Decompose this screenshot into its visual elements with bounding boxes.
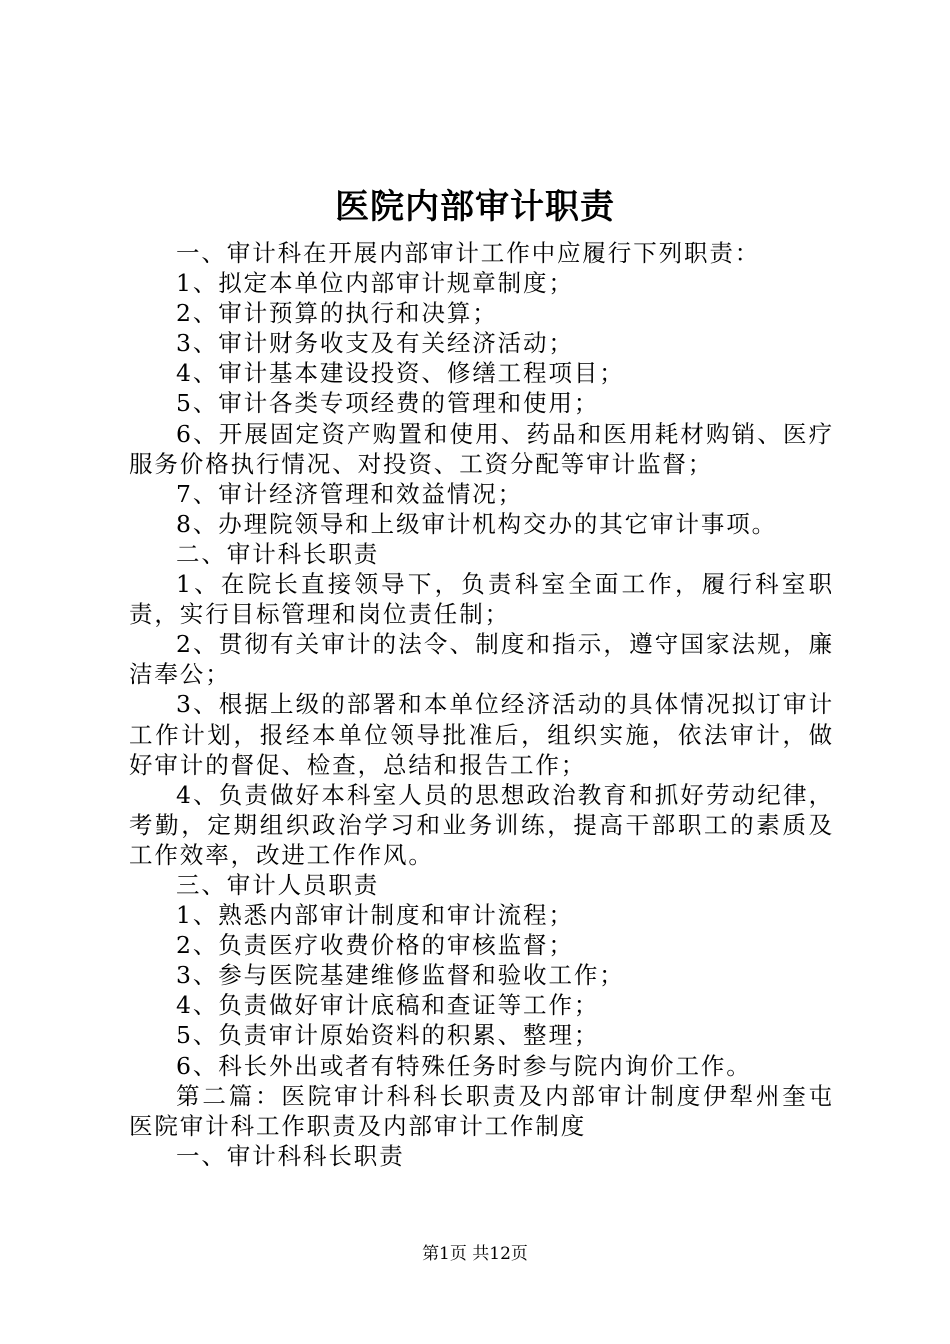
paragraph: 1、在院长直接领导下，负责科室全面工作，履行科室职责，实行目标管理和岗位责任制； bbox=[129, 570, 834, 629]
paragraph: 6、科长外出或者有特殊任务时参与院内询价工作。 bbox=[176, 1051, 752, 1080]
paragraph: 5、审计各类专项经费的管理和使用； bbox=[176, 389, 600, 418]
paragraph: 4、负责做好本科室人员的思想政治教育和抓好劳动纪律，考勤，定期组织政治学习和业务训练，提高干部职工的素质及工作效率，改进工作作风。 bbox=[129, 780, 834, 869]
section-heading: 一、审计科科长职责 bbox=[176, 1141, 405, 1170]
section-heading: 三、审计人员职责 bbox=[176, 870, 380, 899]
page-number-footer: 第1页 共12页 bbox=[422, 1244, 528, 1264]
paragraph: 2、负责医疗收费价格的审核监督； bbox=[176, 931, 574, 960]
section-heading: 二、审计科长职责 bbox=[176, 539, 380, 568]
document-title: 医院内部审计职责 bbox=[335, 187, 615, 227]
paragraph: 4、审计基本建设投资、修缮工程项目； bbox=[176, 359, 625, 388]
paragraph: 一、审计科在开展内部审计工作中应履行下列职责： bbox=[176, 239, 761, 267]
paragraph: 1、拟定本单位内部审计规章制度； bbox=[176, 269, 574, 298]
paragraph: 4、负责做好审计底稿和查证等工作； bbox=[176, 991, 600, 1020]
paragraph: 1、熟悉内部审计制度和审计流程； bbox=[176, 901, 574, 930]
paragraph: 2、审计预算的执行和决算； bbox=[176, 299, 498, 328]
paragraph: 7、审计经济管理和效益情况； bbox=[176, 479, 524, 508]
paragraph: 6、开展固定资产购置和使用、药品和医用耗材购销、医疗服务价格执行情况、对投资、工资分配等审计监督； bbox=[129, 419, 834, 478]
paragraph: 3、参与医院基建维修监督和验收工作； bbox=[176, 961, 625, 990]
paragraph: 3、审计财务收支及有关经济活动； bbox=[176, 329, 574, 358]
document-body bbox=[129, 238, 834, 1171]
paragraph: 第二篇：医院审计科科长职责及内部审计制度伊犁州奎屯医院审计科工作职责及内部审计工作制度 bbox=[129, 1081, 834, 1140]
paragraph: 2、贯彻有关审计的法令、制度和指示，遵守国家法规，廉洁奉公； bbox=[129, 630, 834, 689]
paragraph: 3、根据上级的部署和本单位经济活动的具体情况拟订审计工作计划，报经本单位领导批准后，组织实施，依法审计，做好审计的督促、检查，总结和报告工作； bbox=[129, 690, 834, 779]
paragraph: 5、负责审计原始资料的积累、整理； bbox=[176, 1021, 600, 1050]
paragraph: 8、办理院领导和上级审计机构交办的其它审计事项。 bbox=[176, 509, 778, 538]
